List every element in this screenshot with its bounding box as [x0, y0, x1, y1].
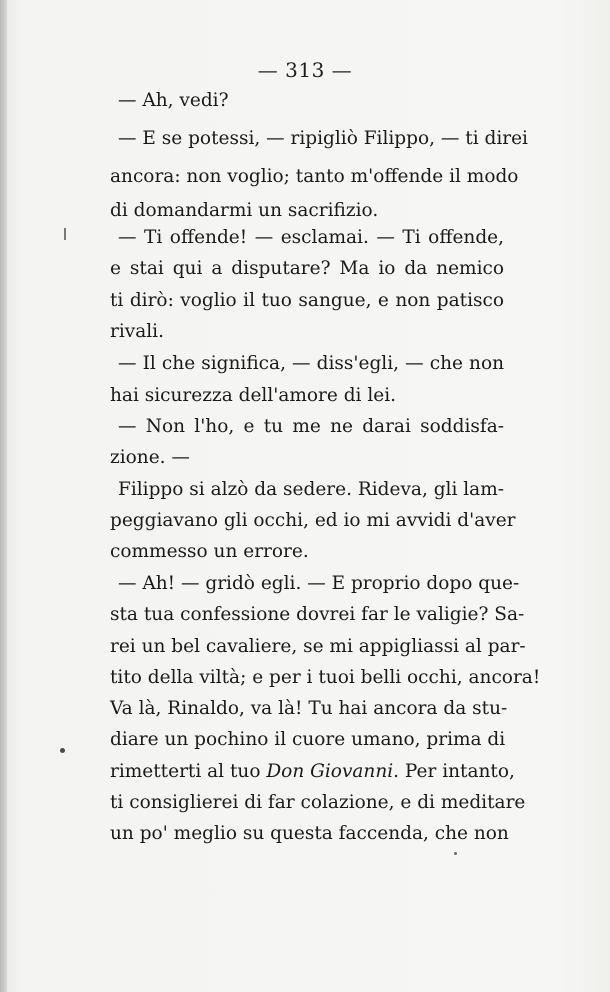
text-line: e stai qui a disputare? Ma io da nemico: [110, 258, 504, 279]
text-line: rivali.: [110, 321, 164, 342]
ink-spot: [454, 852, 457, 855]
text-line: rei un bel cavaliere, se mi appigliassi al par-: [110, 636, 526, 657]
text-line: — Non l'ho, e tu me ne darai soddisfa-: [118, 416, 504, 437]
text-line: Va là, Rinaldo, va là! Tu hai ancora da stu-: [110, 698, 508, 719]
italic-title: Don Giovanni: [266, 761, 394, 782]
text-line: sta tua confessione dovrei far le valigie? Sa-: [110, 604, 525, 625]
text-line-with-italic: [110, 757, 515, 787]
text-line: ti dirò: voglio il tuo sangue, e non patisco: [110, 290, 504, 311]
text-line: — E se potessi, — ripigliò Filippo, — ti direi: [118, 128, 528, 149]
text-line: zione. —: [110, 447, 190, 468]
text-line: Filippo si alzò da sedere. Rideva, gli lam-: [118, 479, 505, 500]
text-fragment: . Per intanto,: [393, 761, 515, 782]
text-line: ancora: non voglio; tanto m'offende il modo: [110, 166, 519, 187]
text-line: diare un pochino il cuore umano, prima di: [110, 729, 506, 750]
text-fragment: rimetterti al tuo: [110, 761, 267, 782]
text-line: un po' meglio su questa faccenda, che non: [110, 823, 509, 844]
text-line: peggiavano gli occhi, ed io mi avvidi d'aver: [110, 510, 516, 531]
text-line: tito della viltà; e per i tuoi belli occhi, ancora!: [110, 667, 541, 688]
text-line: — Ah! — gridò egli. — E proprio dopo que-: [118, 573, 520, 594]
text-line: — Ti offende! — esclamai. — Ti offende,: [118, 227, 504, 248]
text-line: — Il che significa, — diss'egli, — che non: [118, 353, 504, 374]
text-line: — Ah, vedi?: [118, 90, 229, 111]
text-line: commesso un errore.: [110, 541, 309, 562]
text-line: hai sicurezza dell'amore di lei.: [110, 385, 397, 406]
page-number: — 313 —: [257, 58, 353, 82]
margin-mark: [64, 228, 66, 240]
ink-spot: [60, 748, 65, 753]
text-line: di domandarmi un sacrifizio.: [110, 200, 379, 221]
text-line: ti consiglierei di far colazione, e di meditare: [110, 792, 526, 813]
